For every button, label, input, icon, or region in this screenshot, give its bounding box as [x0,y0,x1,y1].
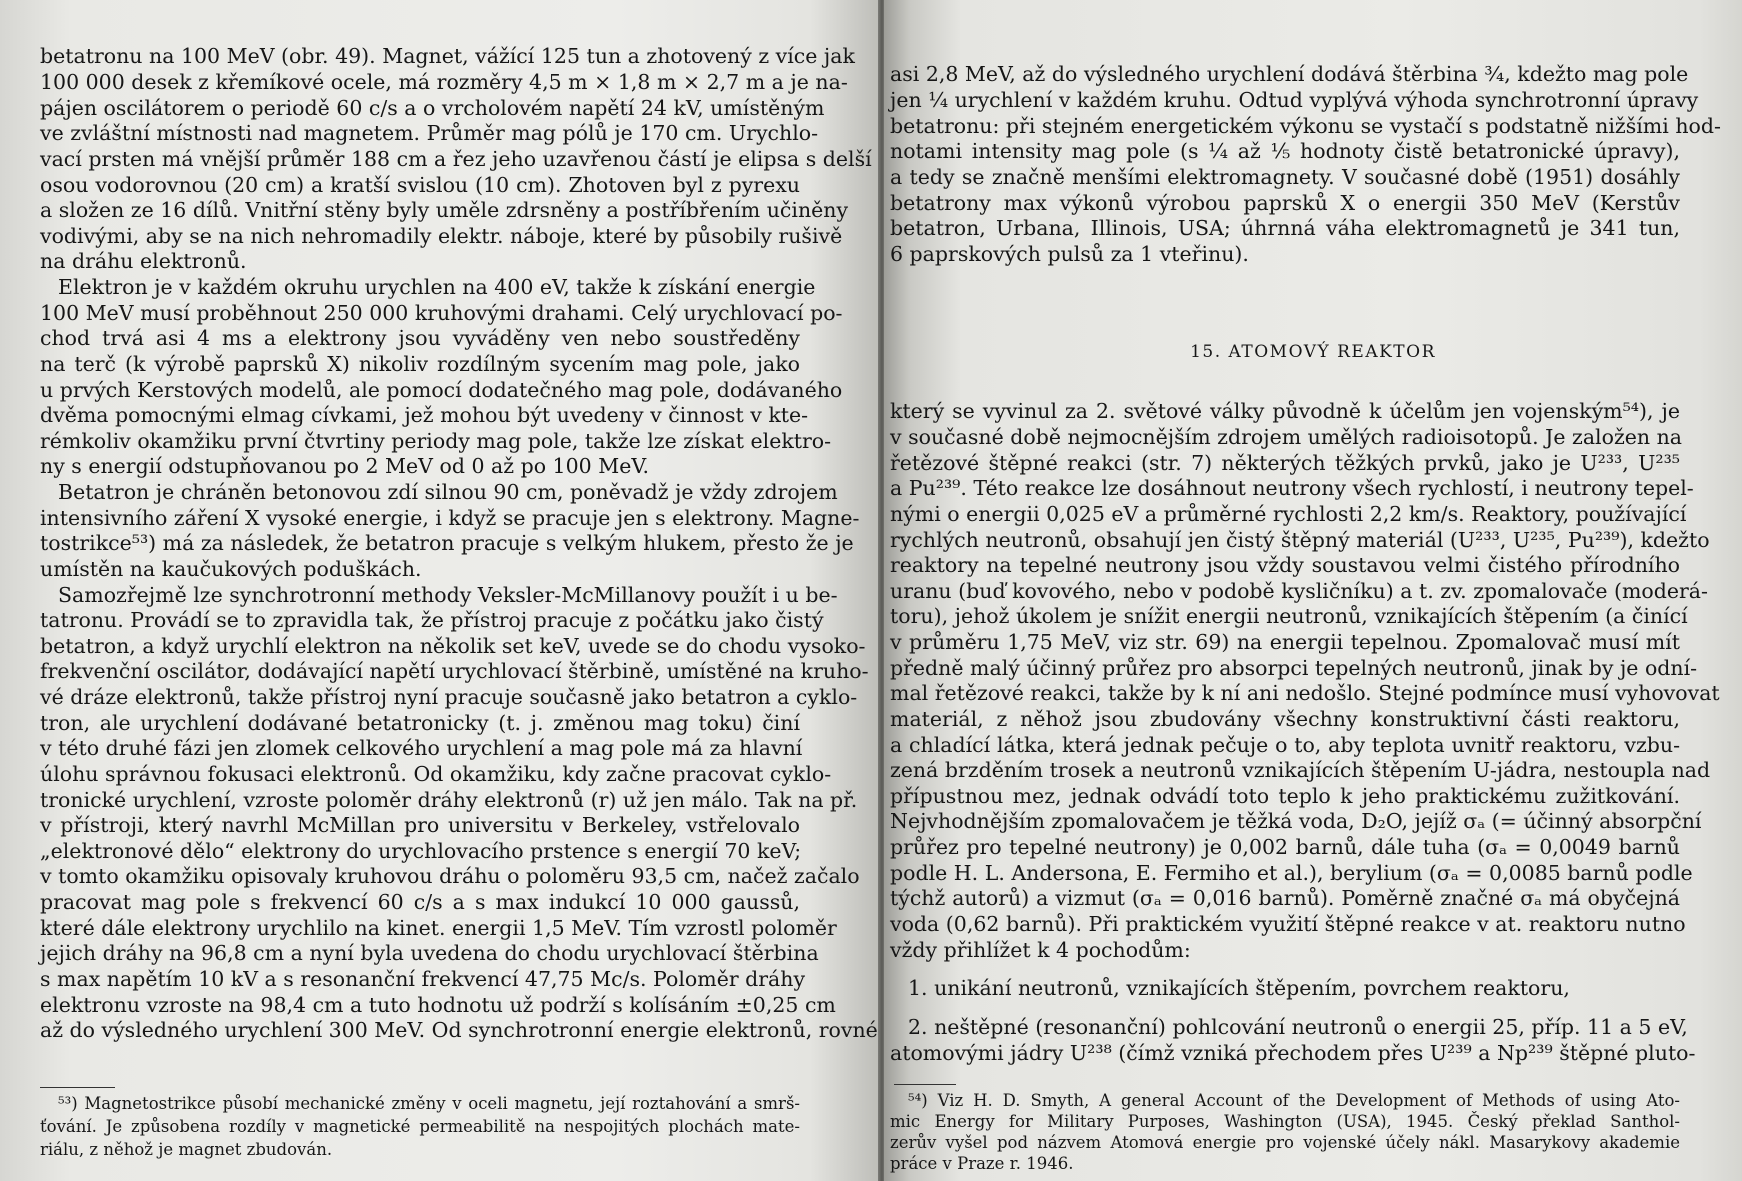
text-line: frekvenční oscilátor, dodávající napětí urychlovací štěrbině, umístěné na kruho- [40,659,869,683]
text-line: Elektron je v každém okruhu urychlen na 400 eV, takže k získání energie [58,275,816,299]
text-line: betatron, a když urychlí elektron na několik set keV, uvede se do chodu vysoko- [40,634,866,658]
text-line: betatronu na 100 MeV (obr. 49). Magnet, vážící 125 tun a zhotovený z více jak [40,44,855,68]
text-line: předně malý účinný průřez pro absorpci tepelných neutronů, jinak by je odní- [890,656,1698,680]
text-line: betatron, Urbana, Illinois, USA; úhrnná váha elektromagnetů je 341 tun, [890,216,1680,240]
text-line: v tomto okamžiku opisovaly kruhovou dráhu o poloměru 93,5 cm, načež začalo [40,864,860,888]
text-line: tron, ale urychlení dodávané betatronicky (t. j. změnou mag toku) činí [40,711,800,735]
text-line: betatronu: při stejném energetickém výkonu se vystačí s podstatně nižšími hod- [890,114,1721,138]
text-line: rémkoliv okamžiku první čtvrtiny periody mag pole, takže lze získat elektro- [40,429,832,453]
text-line: betatrony max výkonů výrobou paprsků X o energii 350 MeV (Kerstův [890,191,1680,215]
text-line: a tedy se značně menšími elektromagnety. V současné době (1951) dosáhly [890,165,1680,189]
right-page [884,0,1742,1181]
text-line: osou vodorovnou (20 cm) a kratší svislou (10 cm). Zhotoven byl z pyrexu [40,173,800,197]
text-line: u prvých Kerstových modelů, ale pomocí dodatečného mag pole, dodávaného [40,378,843,402]
text-line: elektronu vzroste na 98,4 cm a tuto hodnotu už podrží s kolísáním ±0,25 cm [40,993,836,1017]
footnote-line: zerův vyšel pod názvem Atomová energie pro vojenské účely nákl. Masarykovy akademie [890,1133,1680,1152]
section-heading: 15. ATOMOVÝ REAKTOR [1190,342,1436,362]
text-line: „elektronové dělo“ elektrony do urychlovacího prstence s energií 70 keV; [40,839,802,863]
text-line: které dále elektrony urychlilo na kinet. energii 1,5 MeV. Tím vzrostl poloměr [40,916,837,940]
text-line: který se vyvinul za 2. světové války původně k účelům jen vojenským⁵⁴), je [890,399,1680,423]
text-line: na terč (k výrobě paprsků X) nikoliv rozdílným sycením mag pole, jako [40,352,800,376]
text-line: pracovat mag pole s frekvencí 60 c/s a s max indukcí 10 000 gaussů, [40,890,800,914]
text-line: týchž autorů) a vizmut (σₐ = 0,016 barnů). Poměrně značné σₐ má obyčejná [890,886,1680,910]
text-line: vodivými, aby se na nich nehromadily elektr. náboje, které by působily rušivě [40,224,843,248]
text-line: a chladící látka, která jednak pečuje o to, aby teplota uvnitř reaktoru, vzbu- [890,733,1680,757]
list-item: 1. unikání neutronů, vznikajících štěpením, povrchem reaktoru, [908,976,1570,1000]
text-line: chod trvá asi 4 ms a elektrony jsou vyváděny ven nebo soustředěny [40,326,800,350]
text-line: dvěma pomocnými elmag cívkami, jež mohou být uvedeny v činnost v kte- [40,403,809,427]
text-line: materiál, z něhož jsou zbudovány všechny konstruktivní části reaktoru, [890,707,1680,731]
text-line: podle H. L. Andersona, E. Fermiho et al.), berylium (σₐ = 0,0085 barnů podle [890,861,1693,885]
text-line: na dráhu elektronů. [40,249,247,273]
text-line: tronické urychlení, vzroste poloměr dráhy elektronů (r) už jen málo. Tak na př. [40,788,858,812]
text-line: notami intensity mag pole (s ¼ až ⅕ hodnoty čistě betatronické úpravy), [890,139,1680,163]
text-line: a složen ze 16 dílů. Vnitřní stěny byly uměle zdrsněny a postříbřením učiněny [40,198,849,222]
text-line: úlohu správnou fokusaci elektronů. Od okamžiku, kdy začne pracovat cyklo- [40,762,832,786]
text-line: přípustnou mez, jednak odvádí toto teplo k jeho praktickému zužitkování. [890,784,1680,808]
text-line: jejich dráhy na 96,8 cm a nyní byla uvedena do chodu urychlovací štěrbina [40,941,819,965]
text-line: až do výsledného urychlení 300 MeV. Od synchrotronní energie elektronů, rovné [40,1018,878,1042]
text-line: tatronu. Provádí se to zpravidla tak, že přístroj pracuje z počátku jako čistý [40,608,824,632]
text-line: v současné době nejmocnějším zdrojem umělých radioisotopů. Je založen na [890,425,1683,449]
text-line: toru), jehož úkolem je snížit energii neutronů, vznikajících štěpením (a činící [890,604,1688,628]
footnote-line: ⁵³) Magnetostrikce působí mechanické změny v oceli magnetu, její roztahování a smrš- [58,1094,800,1113]
text-line: 100 000 desek z křemíkové ocele, má rozměry 4,5 m × 1,8 m × 2,7 m a je na- [40,70,848,94]
text-line: 100 MeV musí proběhnout 250 000 kruhovými drahami. Celý urychlovací po- [40,301,843,325]
footnote-rule [40,1087,115,1088]
text-line: asi 2,8 MeV, až do výsledného urychlení dodává štěrbina ¾, kdežto mag pole [890,62,1689,86]
text-line: voda (0,62 barnů). Při praktickém využití štěpné reakce v at. reaktoru nutno [890,912,1686,936]
text-line: intensivního záření X vysoké energie, i když se pracuje jen s elektrony. Magne- [40,506,860,530]
text-line: vací prsten má vnější průměr 188 cm a řez jeho uzavřenou částí je elipsa s delší [40,147,872,171]
text-line: průřez pro tepelné neutrony) je 0,002 barnů, dále tuha (σₐ = 0,0049 barnů [890,835,1680,859]
text-line: 6 paprskových pulsů za 1 vteřinu). [890,242,1249,266]
text-line: nými o energii 0,025 eV a průměrné rychlosti 2,2 km/s. Reaktory, používající [890,502,1687,526]
text-line: atomovými jádry U²³⁸ (čímž vzniká přechodem přes U²³⁹ a Np²³⁹ štěpné pluto- [890,1041,1696,1065]
text-line: mal řetězové reakci, takže by k ní ani nedošlo. Stejné podmínce musí vyhovovat [890,681,1720,705]
footnote-line: ⁵⁴) Viz H. D. Smyth, A general Account of the Development of Methods of using Ato- [908,1091,1680,1110]
text-line: Samozřejmě lze synchrotronní methody Veksler-McMillanovy použít i u be- [58,583,838,607]
text-line: řetězové štěpné reakci (str. 7) některých těžkých prvků, jako je U²³³, U²³⁵ [890,451,1680,475]
text-line: vždy přihlížet k 4 pochodům: [890,938,1191,962]
text-line: umístěn na kaučukových poduškách. [40,557,422,581]
text-line: pájen oscilátorem o periodě 60 c/s a o vrcholovém napětí 24 kV, umístěným [40,96,825,120]
text-line: ny s energií odstupňovanou po 2 MeV od 0 až po 100 MeV. [40,454,650,478]
text-line: tostrikce⁵³) má za následek, že betatron pracuje s velkým hlukem, přesto že je [40,531,854,555]
footnote-line: práce v Praze r. 1946. [890,1154,1074,1173]
text-line: jen ¼ urychlení v každém kruhu. Odtud vyplývá výhoda synchrotronní úpravy [890,88,1699,112]
text-line: zená brzděním trosek a neutronů vznikajících štěpením U-jádra, nestoupla nad [890,758,1711,782]
text-line: v této druhé fázi jen zlomek celkového urychlení a mag pole má za hlavní [40,736,803,760]
text-line: vé dráze elektronů, takže přístroj nyní pracuje současně jako betatron a cyklo- [40,685,858,709]
text-line: reaktory na tepelné neutrony jsou vždy soustavou velmi čistého přírodního [890,553,1680,577]
text-line: Nejvhodnějším zpomalovačem je těžká voda, D₂O, jejíž σₐ (= účinný absorpční [890,809,1702,833]
footnote-line: mic Energy for Military Purposes, Washington (USA), 1945. Český překlad Santhol- [890,1112,1680,1131]
footnote-line: riálu, z něhož je magnet zbudován. [40,1140,333,1159]
list-item: 2. neštěpné (resonanční) pohlcování neutronů o energii 25, příp. 11 a 5 eV, [908,1015,1688,1039]
text-line: s max napětím 10 kV a s resonanční frekvencí 47,75 Mc/s. Poloměr dráhy [40,967,806,991]
text-line [40,1043,800,1069]
text-line: uranu (buď kovového, nebo v podobě kysličníku) a t. zv. zpomalovače (moderá- [890,579,1708,603]
text-line: Betatron je chráněn betonovou zdí silnou 90 cm, poněvadž je vždy zdrojem [58,480,838,504]
footnote-line: ťování. Je způsobena rozdíly v magnetické permeabilitě na nespojitých plochách mate- [40,1117,800,1136]
text-line: rychlých neutronů, obsahují jen čistý štěpný materiál (U²³³, U²³⁵, Pu²³⁹), kdežto [890,528,1710,552]
footnote-rule [894,1084,956,1085]
text-line: ve zvláštní místnosti nad magnetem. Průměr mag pólů je 170 cm. Urychlo- [40,121,819,145]
text-line: a Pu²³⁹. Této reakce lze dosáhnout neutrony všech rychlostí, i neutrony tepel- [890,476,1694,500]
text-line: v přístroji, který navrhl McMillan pro universitu v Berkeley, vstřelovalo [40,813,800,837]
text-line: v průměru 1,75 MeV, viz str. 69) na energii tepelnou. Zpomalovač musí mít [890,630,1680,654]
